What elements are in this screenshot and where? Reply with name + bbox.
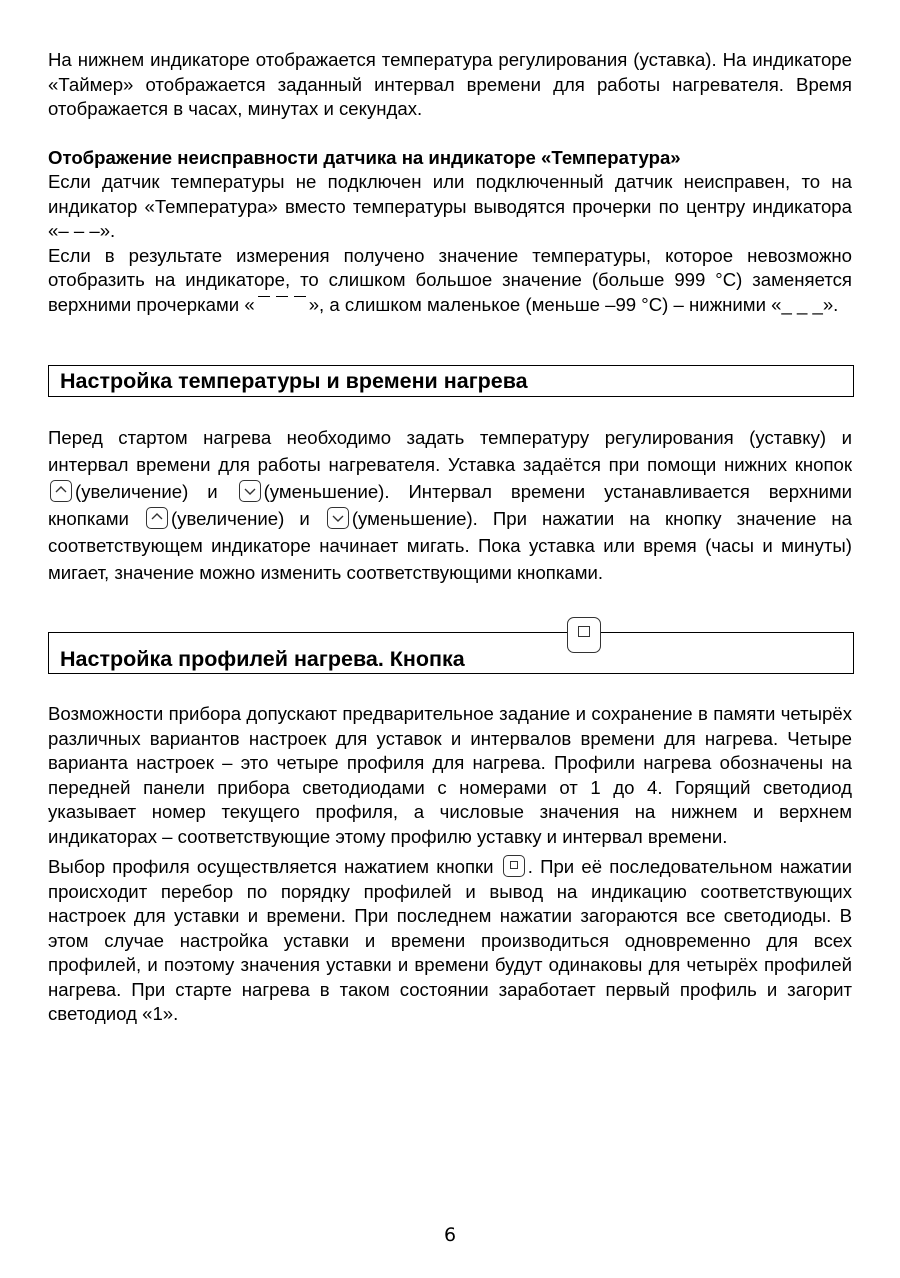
document-page xyxy=(48,48,852,1027)
chevron-up-icon xyxy=(50,480,72,502)
chevron-up-icon xyxy=(146,507,168,529)
sensor-fault-p2-part2: », а слишком маленькое (меньше –99 °С) – нижними «_ _ _». xyxy=(308,293,839,315)
section1-text-3: (уменьшение). Интервал времени устанавливается верхними кнопками xyxy=(48,481,853,529)
section2-paragraph-1: Возможности прибора допускают предварительное задание и сохранение в памяти четырёх различных вариантов настроек для уставок и интервалов времени для нагрева. Четыре варианта настроек – это четыре профиля для нагрева. Профили нагрева обозначены на передней панели прибора светодиодами с номерами от 1 до 4. Горящий светодиод указывает номер текущего профиля, а числовые значения на нижнем и верхнем индикаторах – соответствующие этому профилю уставку и интервал времени. xyxy=(48,703,852,847)
chevron-down-icon xyxy=(239,480,261,502)
sensor-fault-paragraph-1: Если датчик температуры не подключен или подключенный датчик неисправен, то на индикатор «Температура» вместо температуры выводятся прочерки по центру индикатора «– – –». xyxy=(48,171,852,241)
section-heading-profiles xyxy=(48,632,854,674)
section1-text-1: Перед стартом нагрева необходимо задать температуру регулирования (уставку) и интервал времени для работы нагревателя. Уставка задаётся при помощи нижних кнопок xyxy=(48,427,852,475)
section-heading-profiles-text: Настройка профилей нагрева. Кнопка xyxy=(60,646,465,671)
square-button-icon xyxy=(503,855,525,877)
section1-text-5: (уменьшение). При нажатии на кнопку значение на соответствующем индикаторе начинает мигать. Пока уставка или время (часы и минуты) мигает, значение можно изменить соответствующими кнопками. xyxy=(48,508,853,583)
section1-paragraph xyxy=(48,424,852,586)
page-number: 6 xyxy=(443,1224,457,1246)
sensor-fault-title: Отображение неисправности датчика на индикаторе «Температура» xyxy=(48,146,681,168)
section-heading-temperature-time xyxy=(48,365,854,397)
intro-paragraph: На нижнем индикаторе отображается температура регулирования (уставка). На индикаторе «Таймер» отображается заданный интервал времени для работы нагревателя. Время отображается в часах, минутах и секундах. xyxy=(48,49,852,119)
upper-dashes xyxy=(255,294,309,315)
section2-p2-part1: Выбор профиля осуществляется нажатием кнопки xyxy=(48,856,494,877)
section2-p2-part2: . При её последовательном нажатии происходит перебор по порядку профилей и вывод на индикацию соответствующих настроек для уставки и времени. При последнем нажатии загораются все светодиоды. В этом случае настройка уставки и времени производиться одновременно для всех профилей, и поэтому значения уставки и времени будут одинаковы для четырёх профилей нагрева. При старте нагрева в таком состоянии заработает первый профиль и загорит светодиод «1». xyxy=(48,856,852,1024)
section2-paragraph-2 xyxy=(48,855,852,1027)
square-button-icon xyxy=(567,617,601,653)
section1-text-4: (увеличение) и xyxy=(170,508,310,529)
section-heading-temperature-time-text: Настройка температуры и времени нагрева xyxy=(60,368,528,393)
section1-text-2: (увеличение) и xyxy=(75,481,218,502)
sensor-fault-p2-part1: Если в результате измерения получено значение температуры, которое невозможно отобразить на индикаторе, то слишком большое значение (больше 999 °С) заменяется верхними прочерками « xyxy=(48,244,852,315)
chevron-down-icon xyxy=(327,507,349,529)
sensor-fault-paragraph-2 xyxy=(48,244,852,318)
